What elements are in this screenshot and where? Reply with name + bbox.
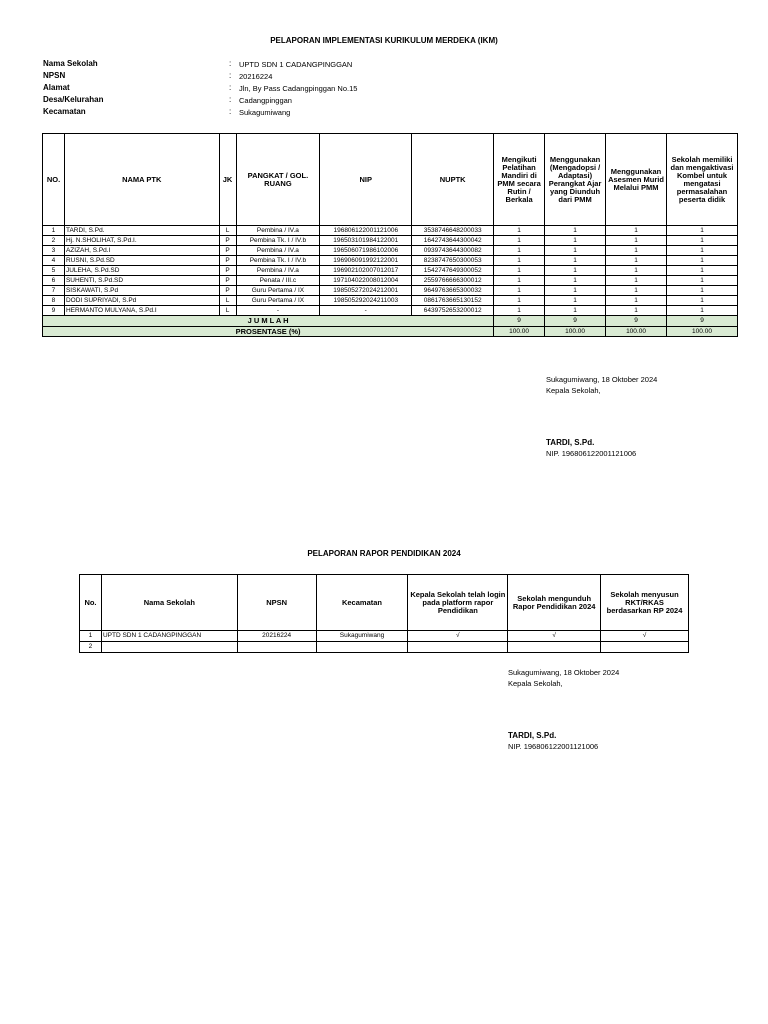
info-label: Desa/Kelurahan: [43, 95, 104, 104]
signature-nip: NIP. 196806122001121006: [546, 449, 637, 458]
info-label: NPSN: [43, 71, 66, 80]
ptk-nuptk: 1642743644300042: [412, 236, 494, 246]
ptk-perangkat-ajar: 1: [545, 276, 606, 286]
table-row: [43, 286, 738, 296]
ptk-kombel: 1: [667, 256, 738, 266]
info-colon: :: [229, 107, 232, 116]
rapor-header-row: [80, 575, 689, 631]
rapor-header-npsn: NPSN: [237, 575, 316, 631]
ptk-asesmen: 1: [606, 306, 667, 316]
ptk-nuptk: 6439752653200012: [412, 306, 494, 316]
ptk-nama: RUSNI, S.Pd.SD: [64, 256, 219, 266]
rapor-header-kecamatan: Kecamatan: [316, 575, 408, 631]
info-colon: :: [229, 59, 232, 68]
ptk-nama: JULEHA, S.Pd.SD: [64, 266, 219, 276]
ptk-pangkat: Pembina / IV.a: [236, 246, 320, 256]
ptk-nama: SUHENTI, S.Pd.SD: [64, 276, 219, 286]
table-row: [43, 236, 738, 246]
info-colon: :: [229, 83, 232, 92]
header-asesmen: Menggunakan Asesmen Murid Melalui PMM: [606, 134, 667, 226]
table-row: [80, 631, 689, 642]
info-value: Jln, By Pass Cadangpinggan No.15: [239, 84, 358, 93]
ptk-perangkat-ajar: 1: [545, 286, 606, 296]
ptk-pangkat: Guru Pertama / IX: [236, 286, 320, 296]
rapor-login-check: √: [408, 631, 508, 642]
ptk-perangkat-ajar: 1: [545, 306, 606, 316]
ptk-nuptk: 0861763665130152: [412, 296, 494, 306]
ptk-jk: P: [219, 246, 236, 256]
ikm-table: [42, 133, 738, 337]
signature-role: Kepala Sekolah,: [546, 386, 601, 395]
ptk-jk: P: [219, 276, 236, 286]
ptk-kombel: 1: [667, 306, 738, 316]
ptk-no: 7: [43, 286, 65, 296]
rapor-table: [79, 574, 689, 653]
rapor-no: 1: [80, 631, 102, 642]
header-jk: JK: [219, 134, 236, 226]
rapor-header-rkt: Sekolah menyusun RKT/RKAS berdasarkan RP 2024: [601, 575, 689, 631]
jumlah-value: 9: [545, 316, 606, 327]
ptk-nama: HERMANTO MULYANA, S.Pd.I: [64, 306, 219, 316]
ptk-asesmen: 1: [606, 236, 667, 246]
rapor-rkt-check: √: [601, 631, 689, 642]
ptk-no: 2: [43, 236, 65, 246]
table-row: [43, 226, 738, 236]
rapor-nama: UPTD SDN 1 CADANGPINGGAN: [101, 631, 237, 642]
ptk-jk: P: [219, 236, 236, 246]
ptk-pangkat: Penata / III.c: [236, 276, 320, 286]
ptk-nama: TARDI, S.Pd.: [64, 226, 219, 236]
info-colon: :: [229, 95, 232, 104]
table-row: [43, 306, 738, 316]
ptk-jk: L: [219, 226, 236, 236]
table-row: [43, 276, 738, 286]
ptk-kombel: 1: [667, 266, 738, 276]
prosentase-value: 100.00: [545, 327, 606, 337]
ptk-no: 3: [43, 246, 65, 256]
jumlah-value: 9: [667, 316, 738, 327]
ptk-nip: 196906091992122001: [320, 256, 412, 266]
header-no: NO.: [43, 134, 65, 226]
ptk-no: 8: [43, 296, 65, 306]
ptk-jk: L: [219, 306, 236, 316]
rapor-unduh-check: √: [508, 631, 601, 642]
info-colon: :: [229, 71, 232, 80]
ptk-nip: 197104022008012004: [320, 276, 412, 286]
ptk-nip: 196806122001121006: [320, 226, 412, 236]
ptk-asesmen: 1: [606, 226, 667, 236]
rapor-unduh-check: [508, 642, 601, 653]
ptk-pangkat: Pembina Tk. I / IV.b: [236, 236, 320, 246]
ptk-pelatihan: 1: [494, 266, 545, 276]
jumlah-value: 9: [494, 316, 545, 327]
info-value: UPTD SDN 1 CADANGPINGGAN: [239, 60, 353, 69]
ptk-kombel: 1: [667, 286, 738, 296]
prosentase-row: [43, 327, 738, 337]
ptk-kombel: 1: [667, 276, 738, 286]
ptk-nuptk: 3538746648200033: [412, 226, 494, 236]
signature-role: Kepala Sekolah,: [508, 679, 563, 688]
signature-block: [508, 668, 619, 751]
signature-nip: NIP. 196806122001121006: [508, 742, 599, 751]
ptk-jk: P: [219, 256, 236, 266]
ptk-nama: SISKAWATI, S.Pd: [64, 286, 219, 296]
rapor-npsn: 20216224: [237, 631, 316, 642]
ptk-nip: -: [320, 306, 412, 316]
ptk-pangkat: Guru Pertama / IX: [236, 296, 320, 306]
ptk-perangkat-ajar: 1: [545, 246, 606, 256]
header-nama-ptk: NAMA PTK: [64, 134, 219, 226]
prosentase-value: 100.00: [494, 327, 545, 337]
signature-name: TARDI, S.Pd.: [508, 731, 557, 740]
table-row: [43, 296, 738, 306]
ptk-nuptk: 1542747649300052: [412, 266, 494, 276]
rapor-kecamatan: [316, 642, 408, 653]
table-row: [43, 256, 738, 266]
table-row: [43, 266, 738, 276]
rapor-npsn: [237, 642, 316, 653]
prosentase-label: PROSENTASE (%): [43, 327, 494, 337]
rapor-header-nama: Nama Sekolah: [101, 575, 237, 631]
ptk-pangkat: Pembina Tk. I / IV.b: [236, 256, 320, 266]
rapor-kecamatan: Sukagumiwang: [316, 631, 408, 642]
ptk-perangkat-ajar: 1: [545, 256, 606, 266]
rapor-header-unduh: Sekolah mengunduh Rapor Pendidikan 2024: [508, 575, 601, 631]
ptk-pangkat: Pembina / IV.a: [236, 266, 320, 276]
ptk-kombel: 1: [667, 226, 738, 236]
header-kombel: Sekolah memiliki dan mengaktivasi Kombel untuk mengatasi permasalahan peserta didik: [667, 134, 738, 226]
ptk-asesmen: 1: [606, 286, 667, 296]
header-nip: NIP: [320, 134, 412, 226]
ptk-kombel: 1: [667, 236, 738, 246]
ptk-pelatihan: 1: [494, 286, 545, 296]
ptk-asesmen: 1: [606, 296, 667, 306]
ptk-kombel: 1: [667, 246, 738, 256]
ptk-pangkat: -: [236, 306, 320, 316]
ptk-perangkat-ajar: 1: [545, 226, 606, 236]
info-label: Nama Sekolah: [43, 59, 98, 68]
info-label: Alamat: [43, 83, 70, 92]
ptk-pelatihan: 1: [494, 236, 545, 246]
rapor-title: PELAPORAN RAPOR PENDIDIKAN 2024: [307, 549, 461, 558]
signature-name: TARDI, S.Pd.: [546, 438, 595, 447]
jumlah-row: [43, 316, 738, 327]
rapor-header-login: Kepala Sekolah telah login pada platform rapor Pendidikan: [408, 575, 508, 631]
ikm-title: PELAPORAN IMPLEMENTASI KURIKULUM MERDEKA (IKM): [270, 36, 498, 45]
prosentase-value: 100.00: [667, 327, 738, 337]
ptk-jk: L: [219, 296, 236, 306]
header-pangkat: PANGKAT / GOL. RUANG: [236, 134, 320, 226]
table-row: [43, 246, 738, 256]
header-nuptk: NUPTK: [412, 134, 494, 226]
ptk-nip: 196902102007012017: [320, 266, 412, 276]
ptk-nip: 196503101984122001: [320, 236, 412, 246]
signature-block: [546, 375, 657, 458]
signature-place-date: Sukagumiwang, 18 Oktober 2024: [546, 375, 658, 384]
ptk-nip: 198505272024212001: [320, 286, 412, 296]
ptk-pelatihan: 1: [494, 296, 545, 306]
ptk-nama: DODI SUPRIYADI, S.Pd: [64, 296, 219, 306]
rapor-nama: [101, 642, 237, 653]
header-perangkat-ajar: Menggunakan (Mengadopsi / Adaptasi) Perangkat Ajar yang Diunduh dari PMM: [545, 134, 606, 226]
header-pelatihan: Mengikuti Pelatihan Mandiri di PMM secara Rutin / Berkala: [494, 134, 545, 226]
jumlah-value: 9: [606, 316, 667, 327]
ptk-nama: Hj. N.SHOLIHAT, S.Pd.I.: [64, 236, 219, 246]
ptk-asesmen: 1: [606, 266, 667, 276]
ptk-nuptk: 9649763665300032: [412, 286, 494, 296]
ptk-perangkat-ajar: 1: [545, 296, 606, 306]
ptk-nip: 196506071986102006: [320, 246, 412, 256]
ikm-header-row: [43, 134, 738, 226]
prosentase-value: 100.00: [606, 327, 667, 337]
ptk-no: 5: [43, 266, 65, 276]
ptk-pelatihan: 1: [494, 276, 545, 286]
ptk-perangkat-ajar: 1: [545, 266, 606, 276]
info-value: 20216224: [239, 72, 273, 81]
ptk-no: 6: [43, 276, 65, 286]
ptk-nuptk: 2559766666300012: [412, 276, 494, 286]
rapor-header-no: No.: [80, 575, 102, 631]
jumlah-label: J U M L A H: [43, 316, 494, 327]
ptk-no: 9: [43, 306, 65, 316]
info-label: Kecamatan: [43, 107, 86, 116]
ptk-no: 4: [43, 256, 65, 266]
ptk-pangkat: Pembina / IV.a: [236, 226, 320, 236]
ptk-pelatihan: 1: [494, 256, 545, 266]
ptk-kombel: 1: [667, 296, 738, 306]
table-row: [80, 642, 689, 653]
ptk-nip: 198505292024211003: [320, 296, 412, 306]
ptk-nuptk: 0939743644300082: [412, 246, 494, 256]
ptk-nama: AZIZAH, S.Pd.I: [64, 246, 219, 256]
ptk-pelatihan: 1: [494, 246, 545, 256]
ptk-asesmen: 1: [606, 256, 667, 266]
ptk-asesmen: 1: [606, 276, 667, 286]
rapor-no: 2: [80, 642, 102, 653]
rapor-login-check: [408, 642, 508, 653]
rapor-rkt-check: [601, 642, 689, 653]
signature-place-date: Sukagumiwang, 18 Oktober 2024: [508, 668, 620, 677]
ptk-pelatihan: 1: [494, 306, 545, 316]
ptk-asesmen: 1: [606, 246, 667, 256]
ptk-no: 1: [43, 226, 65, 236]
ptk-perangkat-ajar: 1: [545, 236, 606, 246]
info-value: Sukagumiwang: [239, 108, 291, 117]
ptk-pelatihan: 1: [494, 226, 545, 236]
ptk-jk: P: [219, 266, 236, 276]
ptk-nuptk: 8238747650300053: [412, 256, 494, 266]
ptk-jk: P: [219, 286, 236, 296]
info-value: Cadangpinggan: [239, 96, 292, 105]
